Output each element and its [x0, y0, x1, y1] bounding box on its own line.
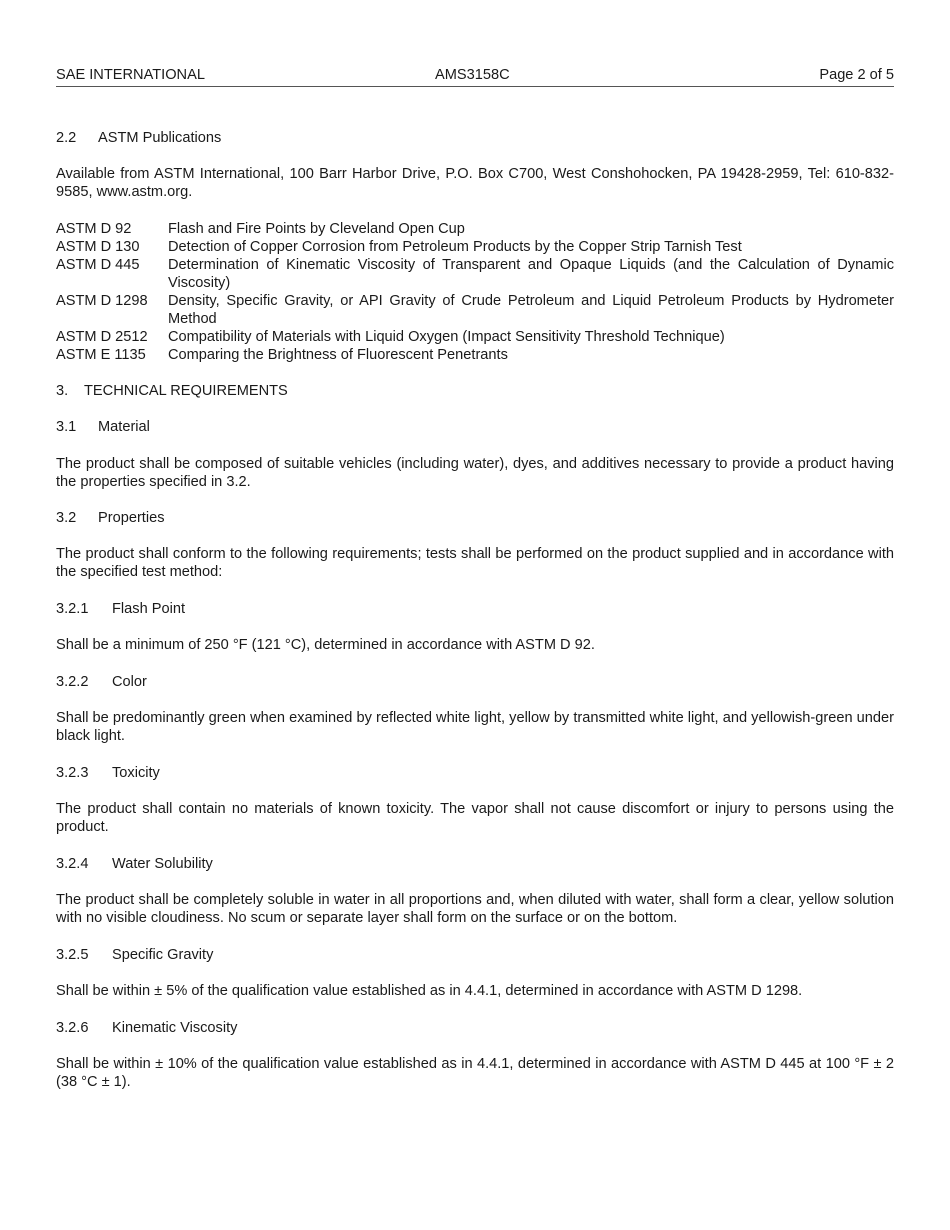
color-paragraph: Shall be predominantly green when examined by reflected white light, yellow by transmitted white light, and yellowish-green under black light. [56, 710, 894, 744]
header-document-number: AMS3158C [435, 67, 510, 83]
section-title: Specific Gravity [112, 947, 214, 963]
section-title: Kinematic Viscosity [112, 1020, 238, 1036]
section-title: Water Solubility [112, 856, 213, 872]
page-header [56, 66, 894, 87]
kinematic-viscosity-paragraph: Shall be within ± 10% of the qualification value established as in 4.4.1, determined in accordance with ASTM D 445 at 100 °F ± 2 (38 °C ± 1). [56, 1056, 894, 1090]
section-heading-3-2-2 [56, 673, 894, 691]
material-paragraph: The product shall be composed of suitable vehicles (including water), dyes, and additives necessary to provide a product having the properties specified in 3.2. [56, 456, 894, 490]
section-title: Material [98, 419, 150, 435]
section-title: ASTM Publications [98, 130, 222, 146]
reference-title: Comparing the Brightness of Fluorescent Penetrants [168, 347, 508, 363]
section-number: 3.2 [56, 510, 77, 526]
section-number: 3.2.3 [56, 765, 89, 781]
toxicity-paragraph: The product shall contain no materials of known toxicity. The vapor shall not cause discomfort or injury to persons using the product. [56, 801, 894, 835]
reference-item [56, 238, 894, 256]
section-title: Color [112, 674, 147, 690]
section-heading-3-2-6 [56, 1019, 894, 1037]
section-heading-3-2-4 [56, 855, 894, 873]
section-title: Toxicity [112, 765, 160, 781]
reference-item [56, 328, 894, 346]
header-page-number: Page 2 of 5 [819, 67, 894, 83]
section-heading-3-2 [56, 509, 894, 527]
section-number: 3.2.2 [56, 674, 89, 690]
water-solubility-paragraph: The product shall be completely soluble in water in all proportions and, when diluted with water, shall form a clear, yellow solution with no visible cloudiness. No scum or separate layer shall form on the surface or on the bottom. [56, 892, 894, 926]
section-heading-3 [56, 382, 894, 400]
reference-item [56, 346, 894, 364]
section-title: TECHNICAL REQUIREMENTS [84, 383, 288, 399]
reference-title: Detection of Copper Corrosion from Petroleum Products by the Copper Strip Tarnish Test [168, 239, 742, 255]
section-heading-3-1 [56, 418, 894, 436]
section-number: 3. [56, 383, 69, 399]
reference-item [56, 220, 894, 238]
section-number: 3.1 [56, 419, 77, 435]
reference-code: ASTM D 1298 [56, 293, 148, 309]
section-title: Properties [98, 510, 165, 526]
reference-title: Determination of Kinematic Viscosity of Transparent and Opaque Liquids (and the Calculation of Dynamic Viscosity) [168, 257, 894, 291]
reference-code: ASTM D 2512 [56, 329, 148, 345]
section-number: 3.2.6 [56, 1020, 89, 1036]
reference-title: Compatibility of Materials with Liquid Oxygen (Impact Sensitivity Threshold Technique) [168, 329, 725, 345]
reference-title: Density, Specific Gravity, or API Gravity of Crude Petroleum and Liquid Petroleum Products by Hydrometer Method [168, 293, 894, 327]
reference-item [56, 292, 894, 328]
section-heading-3-2-3 [56, 764, 894, 782]
section-heading-3-2-5 [56, 946, 894, 964]
section-number: 2.2 [56, 130, 77, 146]
reference-code: ASTM D 445 [56, 257, 140, 273]
flash-point-paragraph: Shall be a minimum of 250 °F (121 °C), determined in accordance with ASTM D 92. [56, 637, 595, 653]
properties-paragraph: The product shall conform to the following requirements; tests shall be performed on the product supplied and in accordance with the specified test method: [56, 546, 894, 580]
astm-reference-list [56, 220, 894, 364]
section-title: Flash Point [112, 601, 186, 617]
section-number: 3.2.1 [56, 601, 89, 617]
reference-item [56, 256, 894, 292]
section-heading-3-2-1 [56, 600, 894, 618]
section-number: 3.2.4 [56, 856, 89, 872]
header-organization: SAE INTERNATIONAL [56, 67, 205, 83]
reference-code: ASTM D 92 [56, 221, 132, 237]
reference-title: Flash and Fire Points by Cleveland Open Cup [168, 221, 465, 237]
reference-code: ASTM E 1135 [56, 347, 146, 363]
reference-code: ASTM D 130 [56, 239, 140, 255]
specific-gravity-paragraph: Shall be within ± 5% of the qualification value established as in 4.4.1, determined in accordance with ASTM D 1298. [56, 983, 803, 999]
section-heading-2-2 [56, 129, 894, 147]
astm-availability-paragraph: Available from ASTM International, 100 Barr Harbor Drive, P.O. Box C700, West Conshohocken, PA 19428-2959, Tel: 610-832-9585, www.astm.org. [56, 166, 894, 200]
section-number: 3.2.5 [56, 947, 89, 963]
